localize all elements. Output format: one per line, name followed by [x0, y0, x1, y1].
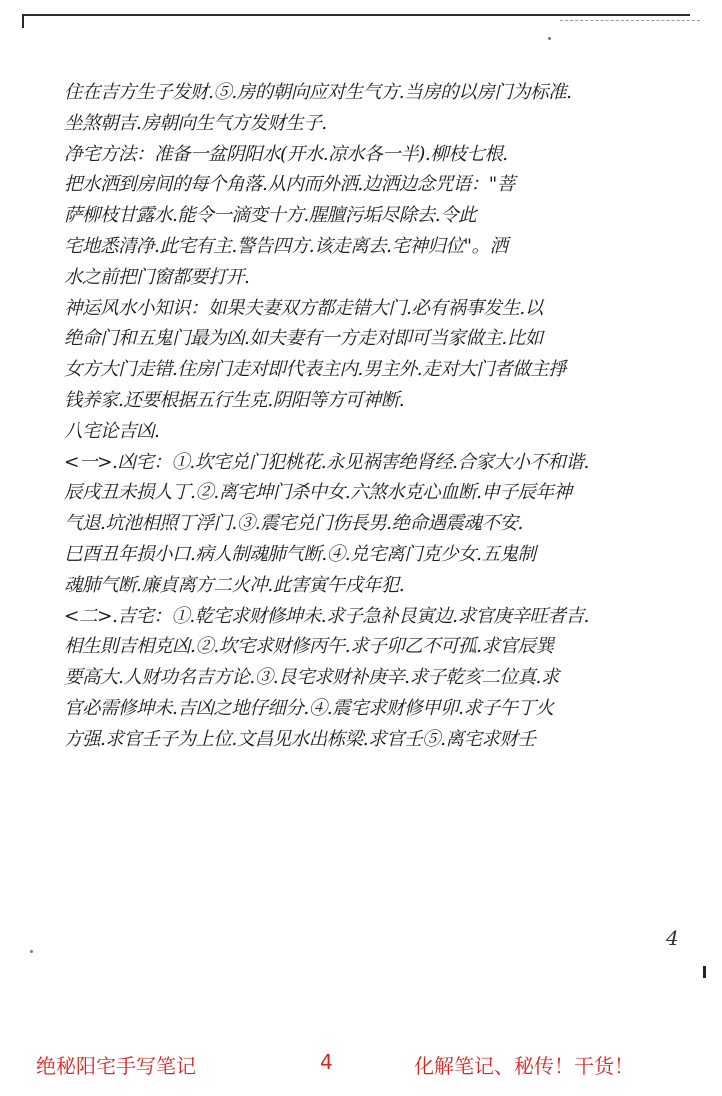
note-line: 方强.求官壬子为上位.文昌见水出栋梁.求官壬⑤.离宅求财壬	[64, 728, 536, 750]
footer-page-number: 4	[320, 1050, 333, 1074]
page-top-border	[22, 14, 690, 16]
note-line: <一>.凶宅：①.坎宅兑门犯桃花.永见祸害绝肾经.合家大小不和谐.	[64, 451, 589, 473]
note-line: 要高大.人财功名吉方论.③.艮宅求财补庚辛.求子乾亥二位真.求	[64, 667, 559, 689]
scan-edge-mark	[703, 966, 706, 978]
note-line: 绝命门和五鬼门最为凶.如夫妻有一方走对即可当家做主.比如	[64, 328, 543, 350]
note-line: 辰戌丑未损人丁.②.离宅坤门杀中女.六煞水克心血断.申子辰年神	[64, 482, 572, 504]
footer-title: 绝秘阳宅手写笔记	[36, 1054, 196, 1078]
note-line: 住在吉方生子发财.⑤.房的朝向应对生气方.当房的以房门为标准.	[64, 82, 572, 103]
note-line: 魂肺气断.廉貞离方二火冲.此害寅午戌年犯.	[64, 574, 405, 596]
note-line: 水之前把门窗都要打开.	[64, 266, 250, 288]
note-line: 巳酉丑年损小口.病人制魂肺气断.④.兑宅离门克少女.五鬼制	[64, 543, 536, 565]
note-line: <二>.吉宅：①.乾宅求财修坤未.求子急补艮寅边.求官庚辛旺者吉.	[64, 605, 589, 627]
note-line: 钱养家.还要根据五行生克.阴阳等方可神断.	[64, 389, 405, 411]
note-line: 坐煞朝吉.房朝向生气方发财生子.	[64, 112, 327, 134]
note-line: 八宅论吉凶.	[64, 420, 160, 442]
note-line: 把水洒到房间的每个角落.从内而外洒.边洒边念咒语："菩	[64, 174, 515, 196]
note-line: 萨柳枝甘露水.能令一滴变十方.腥膻污垢尽除去.令此	[64, 205, 477, 227]
note-line: 官必需修坤未.吉凶之地仔细分.④.震宅求财修甲卯.求子午丁火	[64, 697, 554, 719]
page-corner-mark	[22, 14, 24, 28]
note-line: 宅地悉清净.此宅有主.警告四方.该走离去.宅神归位"。洒	[64, 235, 508, 257]
note-line: 相生則吉相克凶.②.坎宅求财修丙午.求子卯乙不可孤.求官辰巽	[64, 636, 554, 658]
footer-tagline: 化解笔记、秘传！干货！	[414, 1054, 634, 1078]
scan-speck	[548, 37, 551, 40]
note-line: 净宅方法：准备一盆阴阳水(开水.凉水各一半).柳枝七根.	[64, 143, 508, 165]
note-line: 气退.坑池相照丁浮门.③.震宅兑门伤長男.绝命遇震魂不安.	[64, 513, 523, 535]
handwritten-page-number: 4	[666, 926, 679, 950]
page-top-faded-border	[560, 20, 700, 21]
note-line: 神运风水小知识：如果夫妻双方都走错大门.必有祸事发生.以	[64, 297, 543, 319]
scan-speck	[30, 950, 33, 953]
note-line: 女方大门走错.住房门走对即代表主内.男主外.走对大门者做主掙	[64, 359, 567, 381]
handwritten-notes	[64, 78, 684, 756]
page-footer	[0, 1044, 722, 1080]
